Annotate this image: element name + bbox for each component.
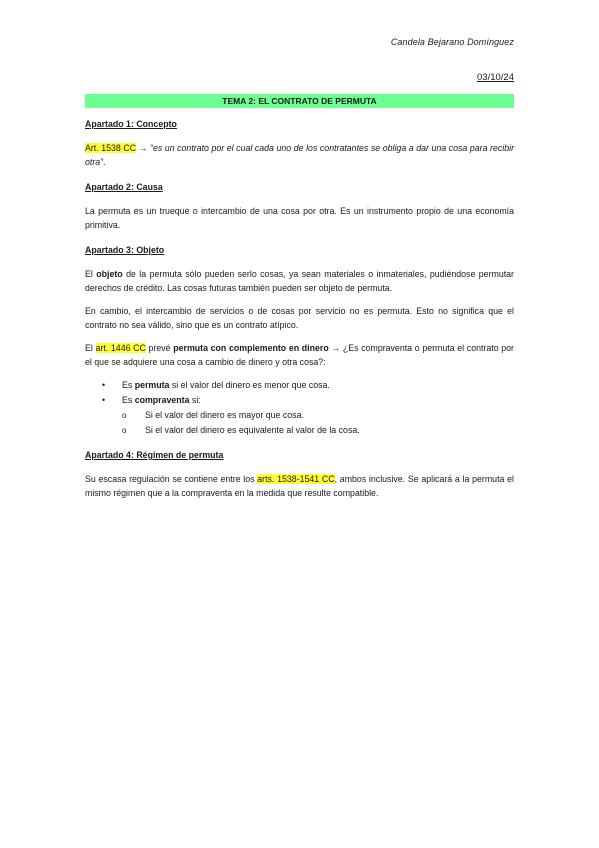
text-run: , ambos inclusive. Se aplicará a la permuta el mismo régimen que a la compraventa en la medida que resulte compatible. [85, 474, 514, 498]
concepto-paragraph [85, 141, 514, 169]
section-heading-concepto: Apartado 1: Concepto [85, 119, 177, 129]
article-reference: arts. 1538-1541 CC [257, 474, 335, 484]
sentence-end: . [103, 157, 106, 167]
article-reference: Art. 1538 CC [85, 143, 137, 153]
article-reference: art. 1446 CC [95, 343, 146, 353]
arrow-glyph: → [136, 143, 151, 153]
section-heading-objeto: Apartado 3: Objeto [85, 245, 165, 255]
document-body [85, 117, 514, 500]
text-run: → ¿Es compraventa o permuta el contrato por el que se adquiere una cosa a cambio de dinero y otra cosa?: [85, 343, 514, 367]
text-run: El [85, 343, 96, 353]
author-name: Candela Bejarano Domínguez [390, 37, 514, 47]
text-run: Es [122, 395, 135, 405]
section-heading-causa: Apartado 2: Causa [85, 182, 163, 192]
list-item [85, 393, 514, 438]
text-run: prevé [145, 343, 174, 353]
text-run: si el valor del dinero es menor que cosa. [169, 380, 330, 390]
bullet-icon: • [102, 395, 106, 405]
bold-term: compraventa [134, 395, 190, 405]
text-run: El [85, 269, 97, 279]
regimen-paragraph [85, 472, 514, 500]
text-run: si: [189, 395, 201, 405]
section-heading-regimen: Apartado 4: Régimen de permuta [85, 450, 224, 460]
text-run: Es [122, 380, 135, 390]
objeto-paragraph-3 [85, 341, 514, 369]
definition-quote: “es un contrato por el cual cada uno de los contratantes se obliga a dar una cosa para recibir otra” [85, 143, 514, 167]
sub-list-item [85, 423, 514, 438]
sub-list-item [85, 408, 514, 423]
bullet-icon: • [102, 380, 106, 390]
text-run: de la permuta sólo pueden serlo cosas, ya sean materiales o inmateriales, pudiéndose permutar derechos de crédito. Las cosas futuras también pueden ser objeto de permuta. [85, 269, 514, 293]
document-title: TEMA 2: EL CONTRATO DE PERMUTA [85, 94, 514, 108]
list-item [85, 378, 514, 393]
bullet-list [85, 378, 514, 438]
text-run: Si el valor del dinero es mayor que cosa. [145, 410, 304, 420]
text-run: Si el valor del dinero es equivalente al valor de la cosa. [145, 425, 360, 435]
bold-term: permuta [134, 380, 170, 390]
document-date: 03/10/24 [477, 72, 514, 83]
circle-bullet-icon: o [122, 426, 127, 435]
bold-term: objeto [96, 269, 123, 279]
circle-bullet-icon: o [122, 411, 127, 420]
text-run: Su escasa regulación se contiene entre los [85, 474, 258, 484]
sub-list [85, 408, 514, 438]
causa-paragraph: La permuta es un trueque o intercambio de una cosa por otra. Es un instrumento propio de una economía primitiva. [85, 206, 514, 230]
objeto-paragraph-1 [85, 267, 514, 295]
bold-term: permuta con complemento en dinero [173, 343, 329, 353]
objeto-paragraph-2: En cambio, el intercambio de servicios o de cosas por servicio no es permuta. Esto no significa que el contrato no sea válido, sino que es un contrato atípico. [85, 306, 514, 330]
